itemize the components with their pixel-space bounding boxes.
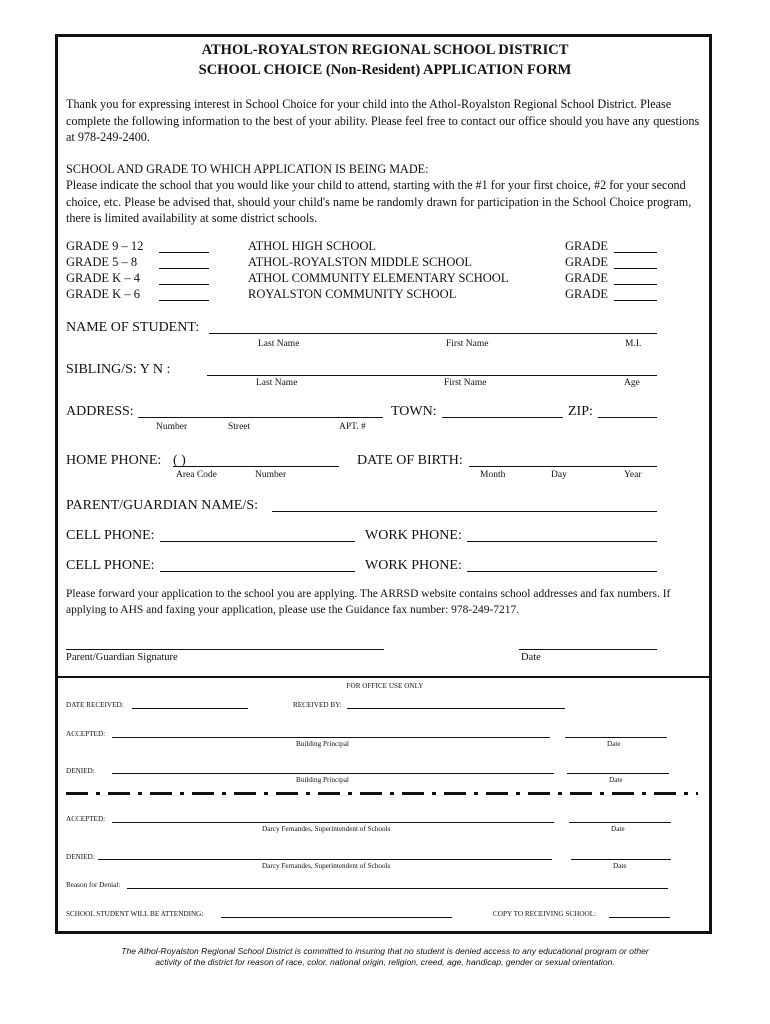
school-section-instructions: Please indicate the school that you would like your child to attend, starting with the #1 for your first choice, #2 for your second choice, etc. Please be advised that, should your child's name be randomly drawn for participation in the School Choice program, there is limited availability at some district schools. — [66, 178, 692, 225]
forward-note: Please forward your application to the school you are applying. The ARRSD website contains school addresses and fax numbers. If applying to AHS and faxing your application, please use the Guidance fax number: 978-249-7217. — [66, 588, 671, 616]
signature-date-input[interactable] — [519, 649, 657, 650]
sibling-last-name-caption: Last Name — [256, 378, 298, 388]
school-attending-label: SCHOOL STUDENT WILL BE ATTENDING: — [66, 910, 204, 918]
nondiscrimination-footer — [60, 946, 710, 968]
work-phone-label-2: WORK PHONE: — [365, 558, 462, 573]
date-received-label: DATE RECEIVED: — [66, 701, 124, 709]
school-name-4: ROYALSTON COMMUNITY SCHOOL — [248, 287, 457, 301]
school-attending-input[interactable] — [221, 917, 452, 918]
form-title-district: ATHOL-ROYALSTON REGIONAL SCHOOL DISTRICT — [201, 42, 569, 58]
superintendent-caption-1: Darcy Fernandes, Superintendent of Schools — [262, 825, 391, 833]
choice-rank-input-3[interactable] — [159, 284, 209, 285]
grade-input-1[interactable] — [614, 252, 657, 253]
address-input[interactable] — [138, 417, 383, 418]
student-mi-caption: M.I. — [625, 339, 642, 349]
superintendent-denied-date-input[interactable] — [571, 859, 671, 860]
footer-line-2: activity of the district for reason of race, color, national origin, religion, creed, age, handicap, gender or sexual orientation. — [155, 957, 615, 967]
superintendent-denied-input[interactable] — [98, 859, 552, 860]
area-code-parens: ( ) — [173, 453, 186, 468]
grade-label-4: GRADE — [565, 287, 609, 301]
cell-phone-input-1[interactable] — [160, 541, 355, 542]
grade-input-3[interactable] — [614, 284, 657, 285]
student-first-name-caption: First Name — [446, 339, 489, 349]
copy-to-school-input[interactable] — [609, 917, 670, 918]
dob-input[interactable] — [469, 466, 657, 467]
principal-denied-input[interactable] — [112, 773, 554, 774]
building-principal-caption-2: Building Principal — [296, 776, 349, 784]
superintendent-accepted-label: ACCEPTED: — [66, 815, 106, 823]
grade-label-2: GRADE — [565, 255, 609, 269]
student-name-input[interactable] — [209, 333, 657, 334]
work-phone-input-1[interactable] — [467, 541, 657, 542]
grade-label-1: GRADE — [565, 239, 609, 253]
grade-input-4[interactable] — [614, 300, 657, 301]
student-name-label: NAME OF STUDENT: — [66, 320, 200, 335]
superintendent-accepted-input[interactable] — [112, 822, 554, 823]
home-phone-label: HOME PHONE: — [66, 453, 162, 468]
building-principal-caption-1: Building Principal — [296, 740, 349, 748]
date-caption-1: Date — [607, 740, 621, 748]
dash-dot-separator — [66, 792, 698, 795]
school-section-heading: SCHOOL AND GRADE TO WHICH APPLICATION IS BEING MADE: — [66, 162, 429, 176]
zip-label: ZIP: — [568, 404, 593, 419]
footer-line-1: The Athol-Royalston Regional School District is committed to insuring that no student is denied access to any educational program or other — [121, 946, 649, 956]
parent-signature-caption: Parent/Guardian Signature — [66, 652, 178, 663]
dob-day-caption: Day — [551, 470, 567, 480]
signature-date-caption: Date — [521, 652, 541, 663]
parent-name-label: PARENT/GUARDIAN NAME/S: — [66, 498, 259, 513]
date-received-input[interactable] — [132, 708, 248, 709]
grade-range-2: GRADE 5 – 8 — [66, 255, 138, 269]
home-phone-input[interactable] — [173, 466, 339, 467]
sibling-age-caption: Age — [624, 378, 640, 388]
principal-denied-label: DENIED: — [66, 767, 95, 775]
dob-year-caption: Year — [624, 470, 642, 480]
intro-paragraph: Thank you for expressing interest in School Choice for your child into the Athol-Royalston Regional School District. Please complete the following information to the best of your ability. Please feel free to contact our office should you have any questions at 978-249-2400. — [66, 97, 700, 144]
choice-rank-input-2[interactable] — [159, 268, 209, 269]
zip-input[interactable] — [598, 417, 657, 418]
area-code-caption: Area Code — [176, 470, 217, 480]
office-section-divider — [58, 676, 709, 678]
superintendent-accepted-date-input[interactable] — [569, 822, 671, 823]
principal-accepted-label: ACCEPTED: — [66, 730, 106, 738]
sibling-input[interactable] — [207, 375, 657, 376]
form-title-application: SCHOOL CHOICE (Non-Resident) APPLICATION FORM — [198, 62, 572, 78]
student-last-name-caption: Last Name — [258, 339, 300, 349]
grade-input-2[interactable] — [614, 268, 657, 269]
grade-range-1: GRADE 9 – 12 — [66, 239, 144, 253]
superintendent-caption-2: Darcy Fernandes, Superintendent of Schools — [262, 862, 391, 870]
dob-month-caption: Month — [480, 470, 506, 480]
date-caption-4: Date — [613, 862, 627, 870]
cell-phone-label-1: CELL PHONE: — [66, 528, 155, 543]
received-by-label: RECEIVED BY: — [293, 701, 342, 709]
parent-name-input[interactable] — [272, 511, 657, 512]
work-phone-input-2[interactable] — [467, 571, 657, 572]
date-caption-2: Date — [609, 776, 623, 784]
date-caption-3: Date — [611, 825, 625, 833]
denial-reason-label: Reason for Denial: — [66, 881, 121, 889]
principal-accepted-date-input[interactable] — [565, 737, 667, 738]
choice-rank-input-1[interactable] — [159, 252, 209, 253]
principal-accepted-input[interactable] — [112, 737, 550, 738]
school-name-2: ATHOL-ROYALSTON MIDDLE SCHOOL — [248, 255, 473, 269]
sibling-label: SIBLING/S: Y N : — [66, 362, 171, 377]
received-by-input[interactable] — [347, 708, 565, 709]
choice-rank-input-4[interactable] — [159, 300, 209, 301]
cell-phone-input-2[interactable] — [160, 571, 355, 572]
town-label: TOWN: — [391, 404, 437, 419]
cell-phone-label-2: CELL PHONE: — [66, 558, 155, 573]
address-label: ADDRESS: — [66, 404, 134, 419]
town-input[interactable] — [442, 417, 563, 418]
office-use-heading: FOR OFFICE USE ONLY — [346, 682, 424, 690]
phone-number-caption: Number — [255, 470, 287, 480]
principal-denied-date-input[interactable] — [567, 773, 669, 774]
address-number-caption: Number — [156, 422, 188, 432]
sibling-first-name-caption: First Name — [444, 378, 487, 388]
work-phone-label-1: WORK PHONE: — [365, 528, 462, 543]
grade-range-3: GRADE K – 4 — [66, 271, 140, 285]
dob-label: DATE OF BIRTH: — [357, 453, 463, 468]
address-street-caption: Street — [228, 422, 251, 432]
superintendent-denied-label: DENIED: — [66, 853, 95, 861]
school-name-3: ATHOL COMMUNITY ELEMENTARY SCHOOL — [248, 271, 509, 285]
grade-label-3: GRADE — [565, 271, 609, 285]
school-name-1: ATHOL HIGH SCHOOL — [248, 239, 377, 253]
address-apt-caption: APT. # — [339, 422, 366, 432]
grade-range-4: GRADE K – 6 — [66, 287, 140, 301]
parent-signature-input[interactable] — [66, 649, 384, 650]
denial-reason-input[interactable] — [127, 888, 668, 889]
copy-to-school-label: COPY TO RECEIVING SCHOOL: — [493, 910, 597, 918]
